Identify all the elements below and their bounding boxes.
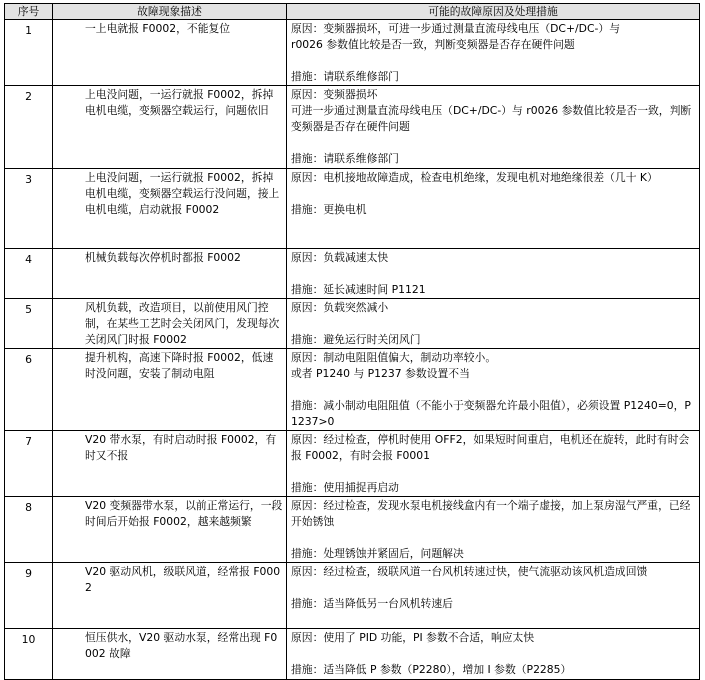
cause-line: 措施：使用捕捉再启动: [291, 481, 399, 494]
cause-line: 措施：适当降低另一台风机转速后: [291, 597, 453, 610]
fault-cause-and-measure: [287, 169, 700, 249]
cause-line: 可进一步通过测量直流母线电压（DC+/DC-）与 r0026 参数值比较是否一致，判断变频器是否存在硬件问题: [291, 104, 692, 133]
fault-cause-and-measure: [287, 249, 700, 299]
row-number: 3: [5, 169, 53, 249]
row-number: 9: [5, 563, 53, 629]
fault-symptom: 机械负载每次停机时都报 F0002: [53, 249, 287, 299]
fault-symptom: V20 带水泵，有时启动时报 F0002，有时又不报: [53, 431, 287, 497]
blank-line: [291, 382, 697, 398]
header-no: 序号: [5, 4, 53, 20]
fault-cause-and-measure: [287, 629, 700, 680]
cause-line: 措施：处理锈蚀并紧固后，问题解决: [291, 547, 464, 560]
cause-line: 措施：请联系维修部门: [291, 152, 399, 165]
fault-cause-and-measure: [287, 20, 700, 86]
row-number: 5: [5, 299, 53, 349]
cause-line: 措施：延长减速时间 P1121: [291, 283, 426, 296]
cause-line: 原因：变频器损坏: [291, 88, 378, 101]
cause-line: 原因：使用了 PID 功能，PI 参数不合适，响应太快: [291, 631, 535, 644]
fault-cause-and-measure: [287, 349, 700, 431]
cause-line: 或者 P1240 与 P1237 参数设置不当: [291, 367, 470, 380]
cause-line: 原因：变频器损坏，可进一步通过测量直流母线电压（DC+/DC-）与: [291, 22, 621, 35]
row-number: 2: [5, 86, 53, 169]
blank-line: [291, 266, 697, 282]
fault-symptom: 恒压供水，V20 驱动水泵，经常出现 F0002 故障: [53, 629, 287, 680]
table-row: [5, 431, 700, 497]
blank-line: [291, 186, 697, 202]
table-row: [5, 20, 700, 86]
header-symptom: 故障现象描述: [53, 4, 287, 20]
cause-line: 原因：电机接地故障造成，检查电机绝缘，发现电机对地绝缘很差（几十 K）: [291, 171, 658, 184]
cause-line: 原因：制动电阻阻值偏大，制动功率较小。: [291, 351, 497, 364]
table-row: [5, 349, 700, 431]
blank-line: [291, 464, 697, 480]
cause-line: 原因：经过检查，停机时使用 OFF2，如果短时间重启，电机还在旋转，此时有时会报 F0002，有时会报 F0001: [291, 433, 690, 462]
header-row: [5, 4, 700, 20]
table-row: [5, 563, 700, 629]
cause-line: 原因：经过检查，发现水泵电机接线盒内有一个端子虚接，加上泵房湿气严重，已经开始锈蚀: [291, 499, 691, 528]
cause-line: 措施：避免运行时关闭风门: [291, 333, 421, 346]
table-row: [5, 86, 700, 169]
row-number: 6: [5, 349, 53, 431]
table-row: [5, 629, 700, 680]
fault-cause-and-measure: [287, 431, 700, 497]
cause-line: 措施：请联系维修部门: [291, 70, 399, 83]
row-number: 1: [5, 20, 53, 86]
fault-cause-and-measure: [287, 563, 700, 629]
cause-line: 原因：负载减速太快: [291, 251, 389, 264]
fault-symptom: 上电没问题，一运行就报 F0002，拆掉电机电缆，变频器空载运行，问题依旧: [53, 86, 287, 169]
row-number: 7: [5, 431, 53, 497]
cause-line: 措施：更换电机: [291, 203, 367, 216]
blank-line: [291, 646, 697, 662]
cause-line: 原因：经过检查，级联风道一台风机转速过快，使气流驱动该风机造成回馈: [291, 565, 648, 578]
fault-cause-and-measure: [287, 497, 700, 563]
cause-line: 措施：适当降低 P 参数（P2280），增加 I 参数（P2285）: [291, 663, 572, 676]
table-row: [5, 249, 700, 299]
cause-line: r0026 参数值比较是否一致，判断变频器是否存在硬件问题: [291, 38, 575, 51]
cause-line: 措施：减小制动电阻阻值（不能小于变频器允许最小阻值），必须设置 P1240=0，P1237>0: [291, 399, 691, 428]
table-row: [5, 299, 700, 349]
cause-line: 原因：负载突然减小: [291, 301, 389, 314]
fault-cause-and-measure: [287, 299, 700, 349]
table-row: [5, 169, 700, 249]
row-number: 4: [5, 249, 53, 299]
row-number: 10: [5, 629, 53, 680]
blank-line: [291, 580, 697, 596]
fault-symptom: 提升机构，高速下降时报 F0002，低速时没问题，安装了制动电阻: [53, 349, 287, 431]
fault-symptom: V20 驱动风机，级联风道，经常报 F0002: [53, 563, 287, 629]
blank-line: [291, 135, 697, 151]
fault-symptom: 风机负载，改造项目，以前使用风门控制，在某些工艺时会关闭风门，发现每次关闭风门时报 F0002: [53, 299, 287, 349]
blank-line: [291, 53, 697, 69]
table-row: [5, 497, 700, 563]
fault-table: [4, 3, 700, 680]
fault-table-document: [4, 3, 700, 680]
blank-line: [291, 530, 697, 546]
fault-symptom: V20 变频器带水泵，以前正常运行，一段时间后开始报 F0002，越来越频繁: [53, 497, 287, 563]
fault-symptom: 一上电就报 F0002，不能复位: [53, 20, 287, 86]
header-cause: 可能的故障原因及处理措施: [287, 4, 700, 20]
blank-line: [291, 316, 697, 332]
fault-symptom: 上电没问题，一运行就报 F0002，拆掉电机电缆，变频器空载运行没问题，接上电机电缆，启动就报 F0002: [53, 169, 287, 249]
fault-cause-and-measure: [287, 86, 700, 169]
row-number: 8: [5, 497, 53, 563]
